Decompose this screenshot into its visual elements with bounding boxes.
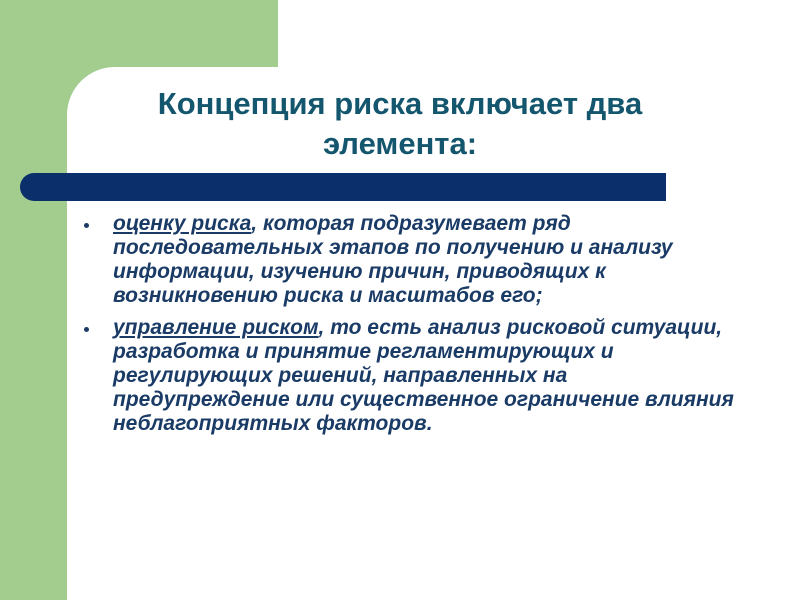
bullet-term: управление риском <box>113 316 319 339</box>
slide-title: Концепция риска включает два элемента: <box>157 86 643 161</box>
bullet-text: , то есть анализ рисковой ситуации, разработка и принятие регламентирующих и регулирующих решений, направленных на предупреждение или существенное ограничение влияния неблагоприятных факторов. <box>113 316 734 435</box>
bullet-dot-icon <box>84 327 89 332</box>
bullet-term: оценку риска <box>113 212 252 235</box>
title-underline-bar <box>20 173 666 201</box>
bullet-list <box>80 212 740 444</box>
bullet-text: , которая подразумевает ряд последовательных этапов по получению и анализу информации, изучению причин, приводящих к возникновению риска и масштабов его; <box>113 212 673 307</box>
bullet-item-risk-management <box>80 316 740 436</box>
bullet-item-risk-assessment <box>80 212 740 308</box>
bullet-dot-icon <box>84 223 89 228</box>
